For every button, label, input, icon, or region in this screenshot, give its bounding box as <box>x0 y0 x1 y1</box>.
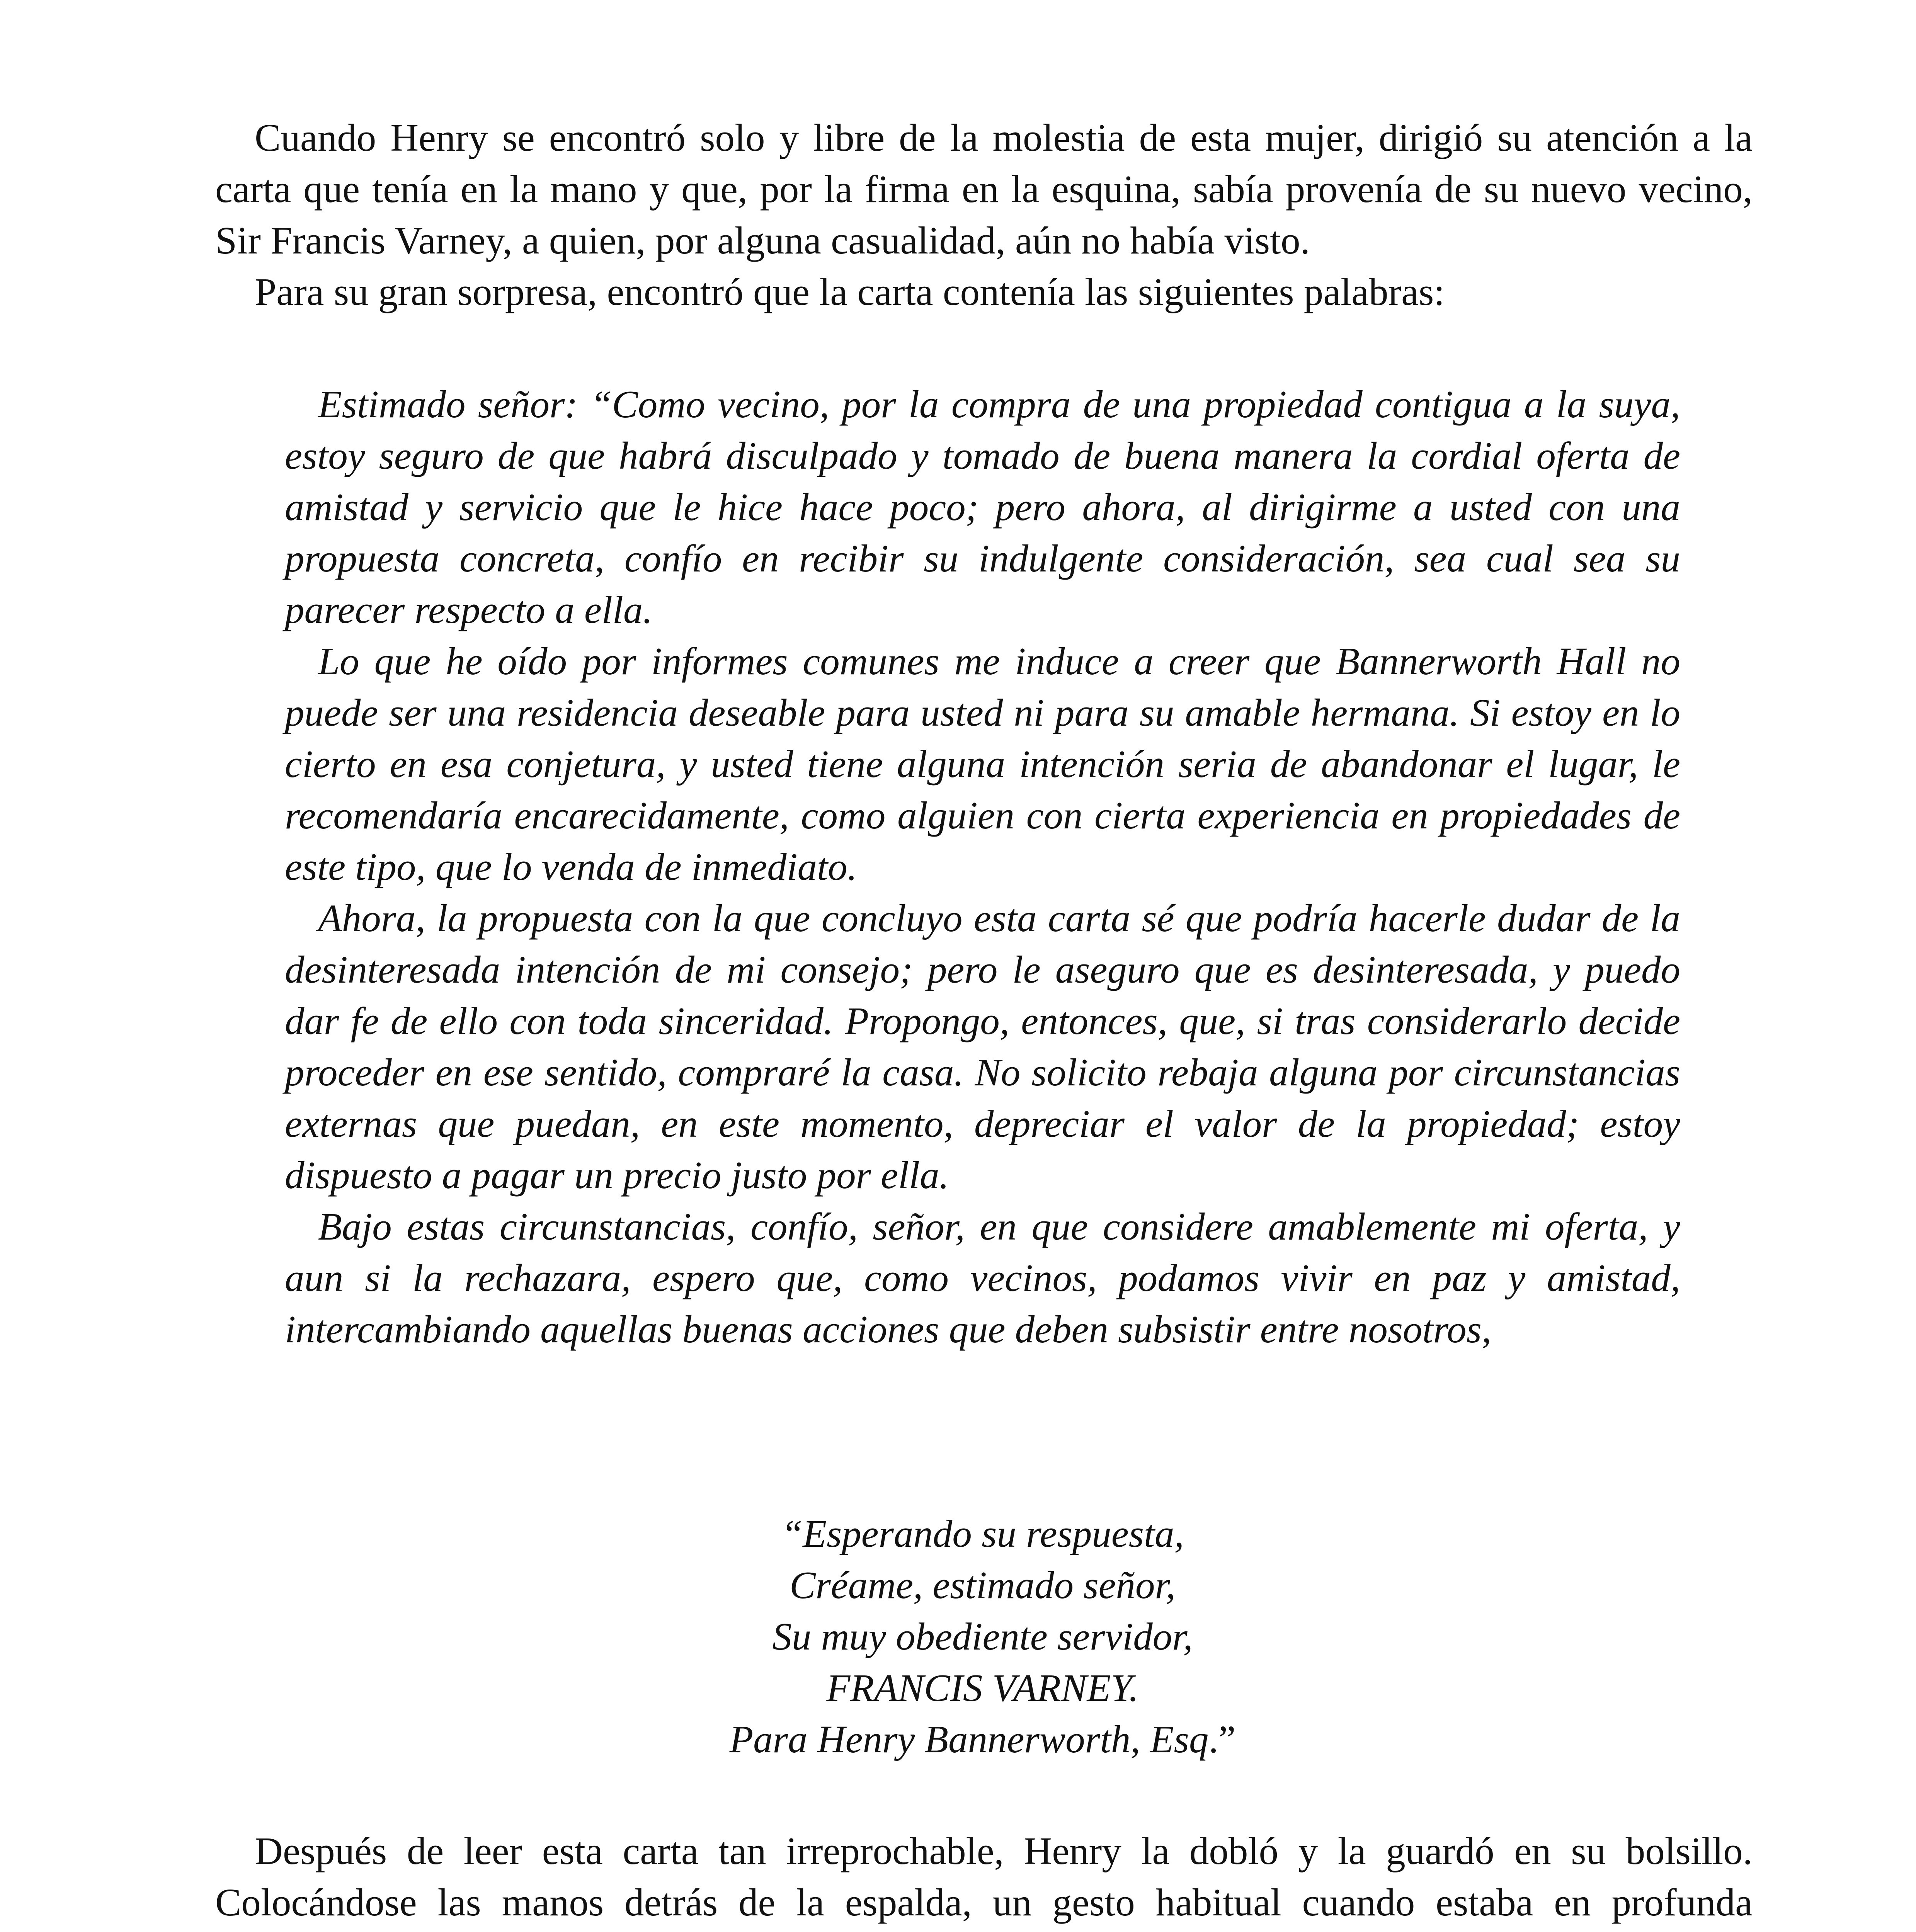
letter-paragraph: Ahora, la propuesta con la que concluyo esta carta sé que podría hacerle dudar de la desinteresada intención de mi consejo; pero le aseguro que es desinteresada, y puedo dar fe de ello con toda sinceridad. Propongo, entonces, que, si tras considerarlo decide proceder en ese sentido, compraré la casa. No solicito rebaja alguna por circunstancias externas que puedan, en este momento, depreciar el valor de la propiedad; estoy dispuesto a pagar un precio justo por ella. <box>285 896 1680 1197</box>
letter-paragraph: Estimado señor: “Como vecino, por la compra de una propiedad contigua a la suya, estoy seguro de que habrá disculpado y tomado de buena manera la cordial oferta de amistad y servicio que le hice hace poco; pero ahora, al dirigirme a usted con una propuesta concreta, confío en recibir su indulgente consideración, sea cual sea su parecer respecto a ella. <box>285 383 1680 631</box>
signature-line: Créame, estimado señor, <box>790 1563 1176 1607</box>
intro-text <box>215 112 1753 318</box>
addressee-text: Para Henry Bannerworth, Esq <box>729 1718 1209 1761</box>
paragraph: Cuando Henry se encontró solo y libre de la molestia de esta mujer, dirigió su atención a la carta que tenía en la mano y que, por la firma en la esquina, sabía provenía de su nuevo vecino, Sir Francis Varney, a quien, por alguna casualidad, aún no había visto. <box>215 116 1753 262</box>
signature-line: “Esperando su respuesta, <box>781 1512 1184 1555</box>
letter-paragraph: Bajo estas circunstancias, confío, señor, en que considere amablemente mi oferta, y aun si la rechazara, espero que, como vecinos, podamos vivir en paz y amistad, intercambiando aquellas buenas acciones que deben subsistir entre nosotros, <box>285 1205 1680 1351</box>
signature-line: Su muy obediente servidor, <box>772 1615 1193 1658</box>
signature-name: FRANCIS VARNEY. <box>826 1666 1139 1709</box>
paragraph: Después de leer esta carta tan irreprochable, Henry la dobló y la guardó en su bolsillo. Colocándose las manos detrás de la espalda, un gesto habitual cuando estaba en profunda <box>215 1829 1753 1924</box>
letter-signature <box>285 1508 1680 1765</box>
paragraph: Para su gran sorpresa, encontró que la carta contenía las siguientes palabras: <box>255 270 1445 313</box>
continuation-text <box>215 1825 1753 1932</box>
letter-paragraph: Lo que he oído por informes comunes me induce a creer que Bannerworth Hall no puede ser una residencia deseable para usted ni para su amable hermana. Si estoy en lo cierto en esa conjetura, y usted tiene alguna intención seria de abandonar el lugar, le recomendaría encarecidamente, como alguien con cierta experiencia en propiedades de este tipo, que lo venda de inmediato. <box>285 639 1680 888</box>
letter-quote <box>285 379 1680 1355</box>
signature-addressee <box>285 1714 1680 1765</box>
closing-quote: .” <box>1208 1718 1236 1761</box>
